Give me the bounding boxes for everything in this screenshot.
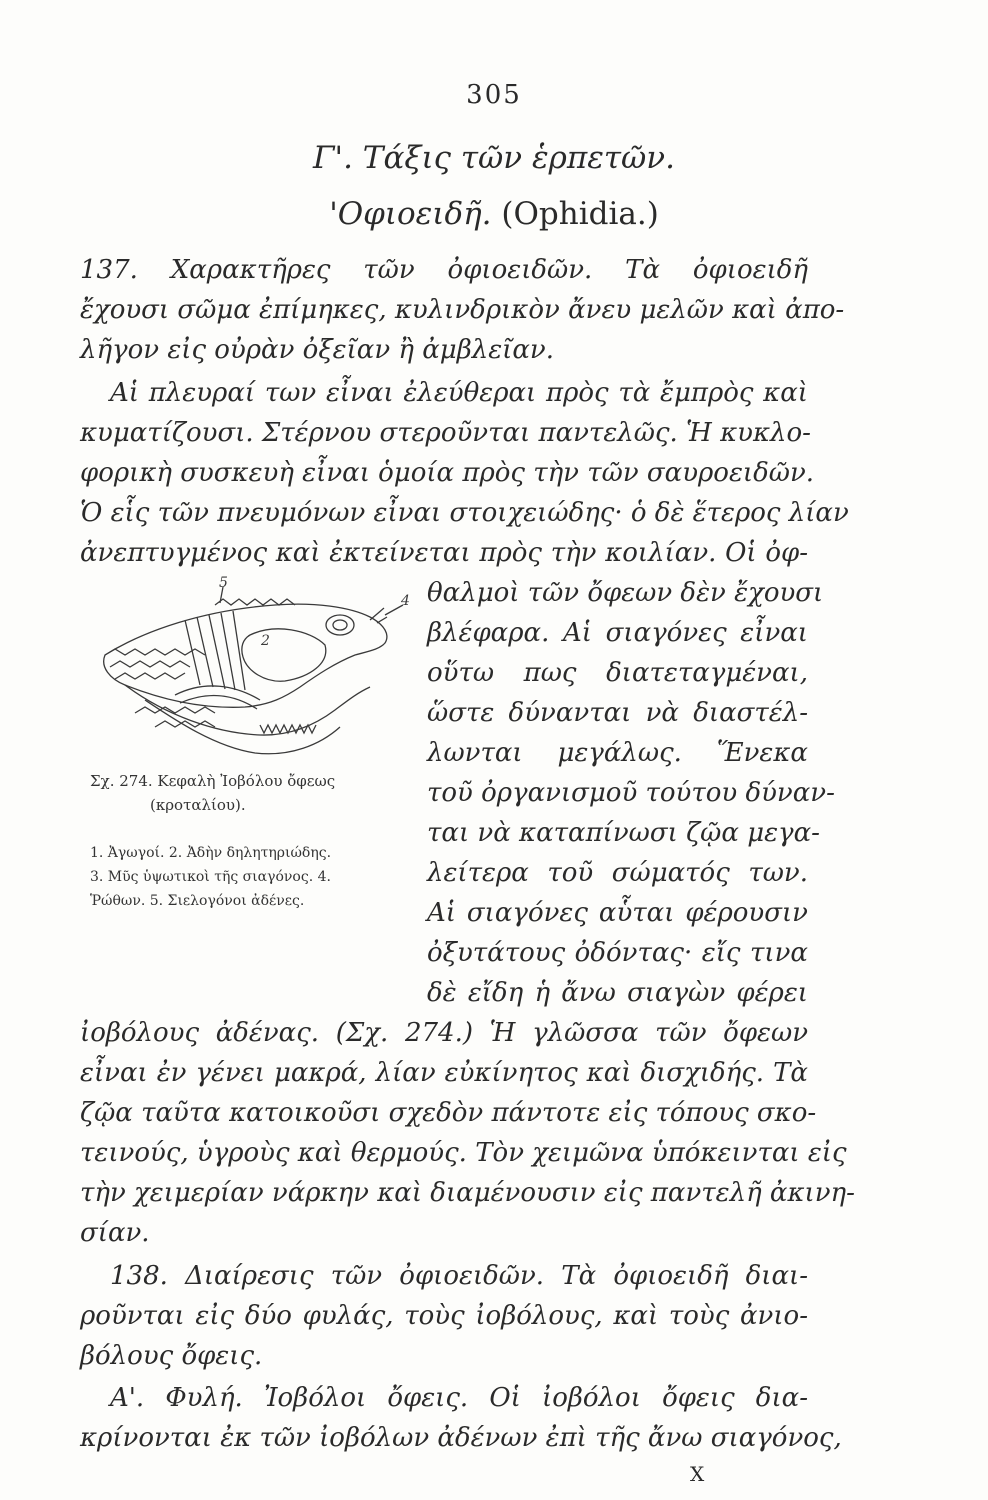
body-line: ζῷα ταῦτα κατοικοῦσι σχεδὸν πάντοτε εἰς τόπους σκο- bbox=[80, 1098, 817, 1128]
body-line: τὴν χειμερίαν νάρκην καὶ διαμένουσιν εἰς παντελῆ ἀκινη- bbox=[80, 1178, 855, 1208]
body-line: λωνται μεγάλως. Ἕνεκα bbox=[427, 738, 808, 768]
body-line: ἰοβόλους ἀδένας. (Σχ. 274.) Ἡ γλῶσσα τῶν ὄφεων bbox=[80, 1018, 808, 1048]
order-heading: Γ'. Τάξις τῶν ἑρπετῶν. bbox=[313, 140, 675, 176]
body-line: οὕτω πως διατεταγμέναι, bbox=[427, 658, 808, 688]
body-line: Α'. Φυλή. Ἰοβόλοι ὄφεις. Οἱ ἰοβόλοι ὄφεις δια- bbox=[110, 1383, 808, 1413]
figure-legend-line: 1. Ἀγωγοί. 2. Ἀδὴν δηλητηριώδης. bbox=[90, 845, 332, 861]
body-line: λείτερα τοῦ σώματός των. bbox=[427, 858, 808, 888]
figure-caption: (κροταλίου). bbox=[150, 796, 246, 814]
body-line: εἶναι ἐν γένει μακρά, λίαν εὐκίνητος καὶ δισχιδής. Τὰ bbox=[80, 1058, 808, 1088]
body-line: Ὁ εἷς τῶν πνευμόνων εἶναι στοιχειώδης· ὁ δὲ ἕτερος λίαν bbox=[80, 498, 849, 528]
group-heading-greek: 'Οφιοειδῆ. bbox=[329, 196, 492, 232]
group-heading bbox=[0, 196, 988, 232]
body-line: σίαν. bbox=[80, 1218, 150, 1248]
figure-legend-line: Ῥώθων. 5. Σιελογόνοι ἀδένες. bbox=[90, 893, 305, 909]
body-line: Αἱ σιαγόνες αὗται φέρουσιν bbox=[427, 898, 808, 928]
body-line: ὀξυτάτους ὀδόντας· εἴς τινα bbox=[427, 938, 808, 968]
body-line: κυματίζουσι. Στέρνου στεροῦνται παντελῶς. Ἡ κυκλο- bbox=[80, 418, 811, 448]
snake-head-figure bbox=[85, 575, 415, 765]
body-line: ἀνεπτυγμένος καὶ ἐκτείνεται πρὸς τὴν κοιλίαν. Οἱ ὀφ- bbox=[80, 538, 808, 568]
body-line: ται νὰ καταπίνωσι ζῷα μεγα- bbox=[427, 818, 820, 848]
body-line: ἔχουσι σῶμα ἐπίμηκες, κυλινδρικὸν ἄνευ μελῶν καὶ ἀπο- bbox=[80, 295, 845, 325]
figure-label-5: 5 bbox=[219, 575, 228, 591]
figure-label-4: 4 bbox=[401, 593, 410, 609]
body-line: φορικὴ συσκευὴ εἶναι ὁμοία πρὸς τὴν τῶν σαυροειδῶν. bbox=[80, 458, 815, 488]
body-line: κρίνονται ἐκ τῶν ἰοβόλων ἀδένων ἐπὶ τῆς ἄνω σιαγόνος, bbox=[80, 1423, 842, 1453]
page-number: 305 bbox=[466, 80, 522, 110]
body-line: τοῦ ὀργανισμοῦ τούτου δύναν- bbox=[427, 778, 835, 808]
body-line: 138. Διαίρεσις τῶν ὀφιοειδῶν. Τὰ ὀφιοειδῆ διαι- bbox=[110, 1261, 808, 1291]
body-line: λῆγον εἰς οὐρὰν ὀξεῖαν ἢ ἀμβλεῖαν. bbox=[80, 335, 554, 365]
body-line: δὲ εἴδη ἡ ἄνω σιαγὼν φέρει bbox=[427, 978, 808, 1008]
body-line: θαλμοὶ τῶν ὄφεων δὲν ἔχουσι bbox=[427, 578, 824, 608]
figure-legend-line: 3. Μῦς ὑψωτικοὶ τῆς σιαγόνος. 4. bbox=[90, 869, 331, 885]
body-line: βλέφαρα. Αἱ σιαγόνες εἶναι bbox=[427, 618, 808, 648]
body-line: βόλους ὄφεις. bbox=[80, 1341, 263, 1371]
figure-label-2: 2 bbox=[261, 633, 270, 649]
body-line: τεινούς, ὑγροὺς καὶ θερμούς. Τὸν χειμῶνα ὑπόκεινται εἰς bbox=[80, 1138, 847, 1168]
group-heading-latin: (Ophidia.) bbox=[501, 196, 659, 232]
body-line: 137. Χαρακτῆρες τῶν ὀφιοειδῶν. Τὰ ὀφιοειδῆ bbox=[80, 255, 808, 285]
signature-mark: X bbox=[690, 1462, 706, 1486]
body-line: Αἱ πλευραί των εἶναι ἐλεύθεραι πρὸς τὰ ἔμπρὸς καὶ bbox=[110, 378, 808, 408]
figure-caption: Σχ. 274. Κεφαλὴ Ἰοβόλου ὄφεως bbox=[90, 772, 336, 790]
body-line: ροῦνται εἰς δύο φυλάς, τοὺς ἰοβόλους, καὶ τοὺς ἀνιο- bbox=[80, 1301, 808, 1331]
body-line: ὥστε δύνανται νὰ διαστέλ- bbox=[427, 698, 808, 728]
